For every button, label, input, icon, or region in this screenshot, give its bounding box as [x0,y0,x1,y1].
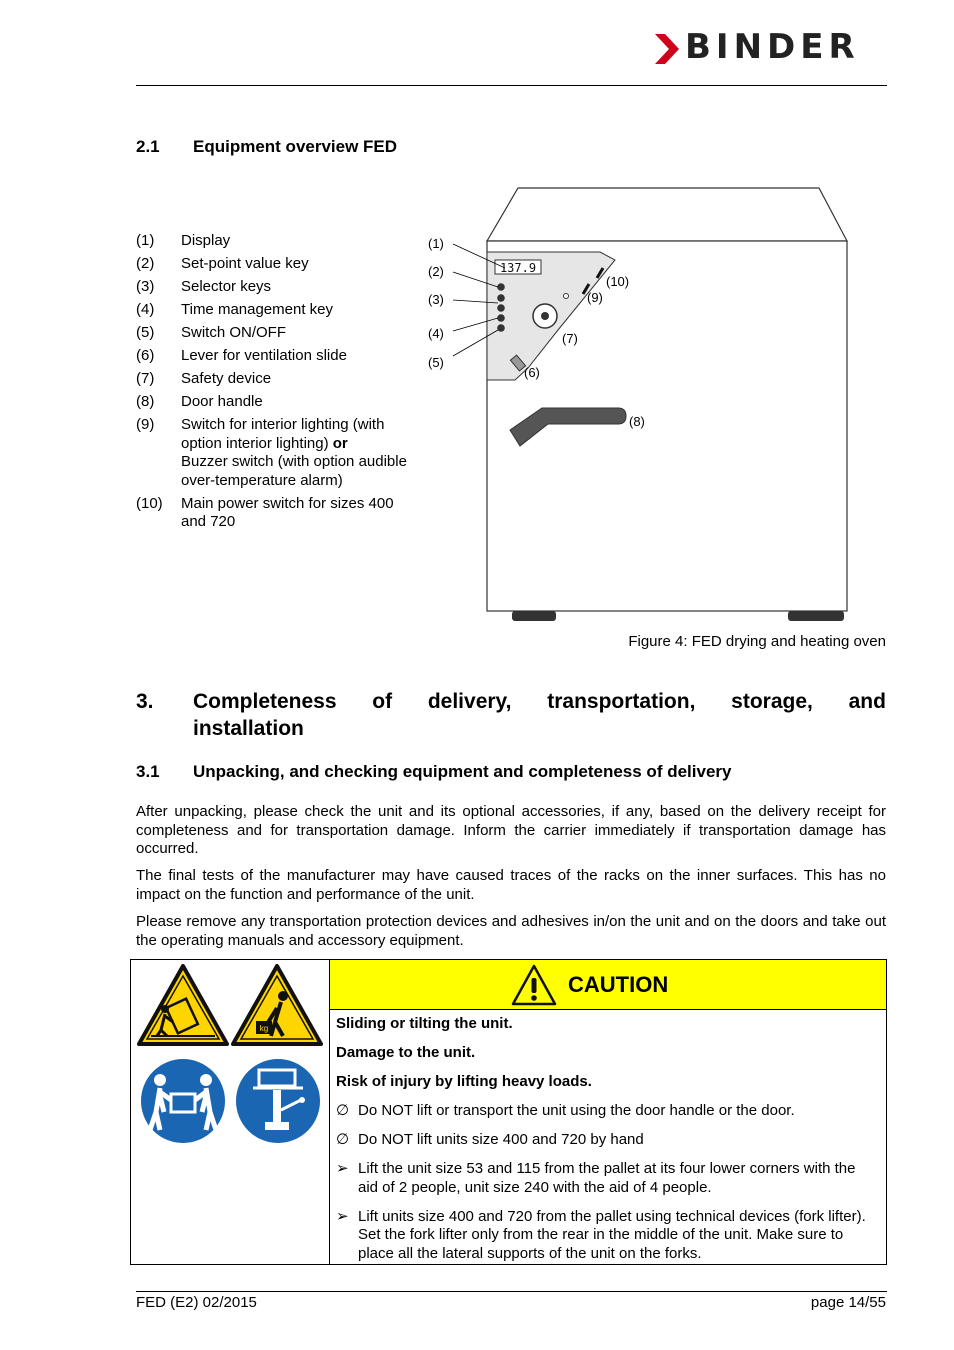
safety-device-knob [541,312,549,320]
safety-icons-cell [131,960,330,1264]
instruction-text: Lift the unit size 53 and 115 from the pallet at its four lower corners with the aid of 2 people, unit size 240 with the aid of 4 people. [358,1160,856,1196]
brand-name: BINDER [685,27,860,67]
callout-6: (6) [524,365,540,380]
legend-label: Switch ON/OFF [181,324,287,341]
prohibition-item [336,1131,876,1150]
page-number: page 14/55 [810,1294,886,1311]
legend-item [136,347,416,366]
legend-label: Door handle [181,393,263,410]
section-number: 3. [136,690,154,713]
warning-triangle-icon [511,964,557,1006]
section-title: Unpacking, and checking equipment and completeness of delivery [193,762,732,781]
prohibition-text: Do NOT lift units size 400 and 720 by hand [358,1131,644,1148]
legend-number: (7) [136,370,155,387]
legend-item [136,416,416,490]
paragraph: After unpacking, please check the unit and its optional accessories, if any, based on the delivery receipt for completeness and for transportation damage. Inform the carrier immediately if transportation damage has occurred. [136,803,886,857]
heavy-load-warning-icon [231,964,323,1046]
section-title: Equipment overview FED [193,137,398,156]
callout-10: (10) [606,274,630,289]
caution-body [336,1015,876,1274]
legend-number: (3) [136,278,155,295]
legend-number: (6) [136,347,155,364]
legend-label-part: Switch for interior lighting (with option interior lighting) [181,416,385,452]
arrow-bullet-icon: ➢ [336,1160,349,1177]
weight-label: kg [259,1024,269,1033]
legend-number: (8) [136,393,155,410]
callout-3: (3) [428,292,444,307]
callout-8: (8) [629,414,645,429]
display-value: 137.9 [499,261,537,275]
fork-lifter-icon [233,1056,323,1146]
callout-1: (1) [428,236,444,251]
legend-label: Display [181,232,231,249]
header-rule [136,85,887,86]
binder-logo-icon [655,34,679,64]
paragraph: The final tests of the manufacturer may have caused traces of the racks on the inner surfaces. This has no impact on the function and performance of the unit. [136,867,886,903]
selector-key-down [497,304,505,312]
callout-4: (4) [428,326,444,341]
legend-label: Main power switch for sizes 400 and 720 [181,494,394,530]
legend-number: (1) [136,232,155,249]
legend-label: Selector keys [181,278,272,295]
legend-item [136,232,416,251]
legend-item [136,393,416,412]
tilt-warning-icon [137,964,229,1046]
oven-foot-left [512,611,556,621]
legend-label-or: or [332,434,348,452]
legend-item [136,324,416,343]
legend-number: (4) [136,301,155,318]
binder-logo [655,27,887,67]
section-number: 2.1 [136,137,160,156]
title-word: delivery, [427,690,512,713]
paragraph: Please remove any transportation protection devices and adhesives in/on the unit and on the doors and take out the operating manuals and accessory equipment. [136,913,886,949]
section-heading-3 [136,688,886,742]
legend-item [136,278,416,297]
caution-table [130,959,887,1265]
indicator-lamp [564,294,569,299]
callout-5: (5) [428,355,444,370]
title-word: of [372,690,393,713]
component-legend [136,232,416,536]
oven-figure [420,180,890,630]
callout-2: (2) [428,264,444,279]
legend-number: (9) [136,416,155,433]
legend-label-part: Buzzer switch (with option audible over-temperature alarm) [181,453,407,489]
footer-rule [136,1291,887,1292]
section-number: 3.1 [136,762,160,781]
hazard-line: Risk of injury by lifting heavy loads. [336,1073,592,1090]
set-point-key [497,283,505,291]
legend-item [136,301,416,320]
document-id: FED (E2) 02/2015 [136,1294,257,1311]
prohibition-item [336,1102,876,1121]
instruction-item [336,1208,876,1264]
legend-item [136,370,416,389]
prohibition-icon: ∅ [336,1102,350,1119]
section-title-line-2: installation [193,717,304,740]
legend-label: Safety device [181,370,272,387]
legend-label: Time management key [181,301,334,318]
prohibition-icon: ∅ [336,1131,350,1148]
hazard-line: Damage to the unit. [336,1044,476,1061]
oven-foot-right [788,611,844,621]
oven-top [487,188,847,241]
legend-item [136,495,416,532]
section-title-line-1 [193,688,886,715]
instruction-text: Lift units size 400 and 720 from the pallet using technical devices (fork lifter). Set the fork lifter only from the rear in the middle of the unit. Make sure to place all the lateral supports of the unit on the forks. [358,1207,866,1262]
title-word: transportation, [547,690,696,713]
section-heading-2-1 [136,137,398,157]
legend-number: (10) [136,494,163,512]
legend-item [136,255,416,274]
callout-7: (7) [562,331,578,346]
title-word: storage, [731,690,813,713]
on-off-switch [497,324,505,332]
caution-label: CAUTION [568,972,669,997]
prohibition-text: Do NOT lift or transport the unit using the door handle or the door. [358,1102,795,1119]
selector-key-up [497,294,505,302]
two-person-lift-icon [138,1056,228,1146]
legend-number: (2) [136,255,155,272]
callout-9: (9) [587,290,603,305]
footer [136,1294,886,1311]
arrow-bullet-icon: ➢ [336,1207,349,1225]
hazard-line: Sliding or tilting the unit. [336,1015,513,1032]
legend-label [181,416,416,490]
legend-number: (5) [136,324,155,341]
instruction-item [336,1160,876,1197]
figure-caption: Figure 4: FED drying and heating oven [628,633,886,650]
title-word: and [848,690,886,713]
title-word: Completeness [193,690,337,713]
section-heading-3-1 [136,762,732,782]
legend-label: Lever for ventilation slide [181,347,347,364]
time-management-key [497,314,505,322]
legend-label: Set-point value key [181,255,309,272]
